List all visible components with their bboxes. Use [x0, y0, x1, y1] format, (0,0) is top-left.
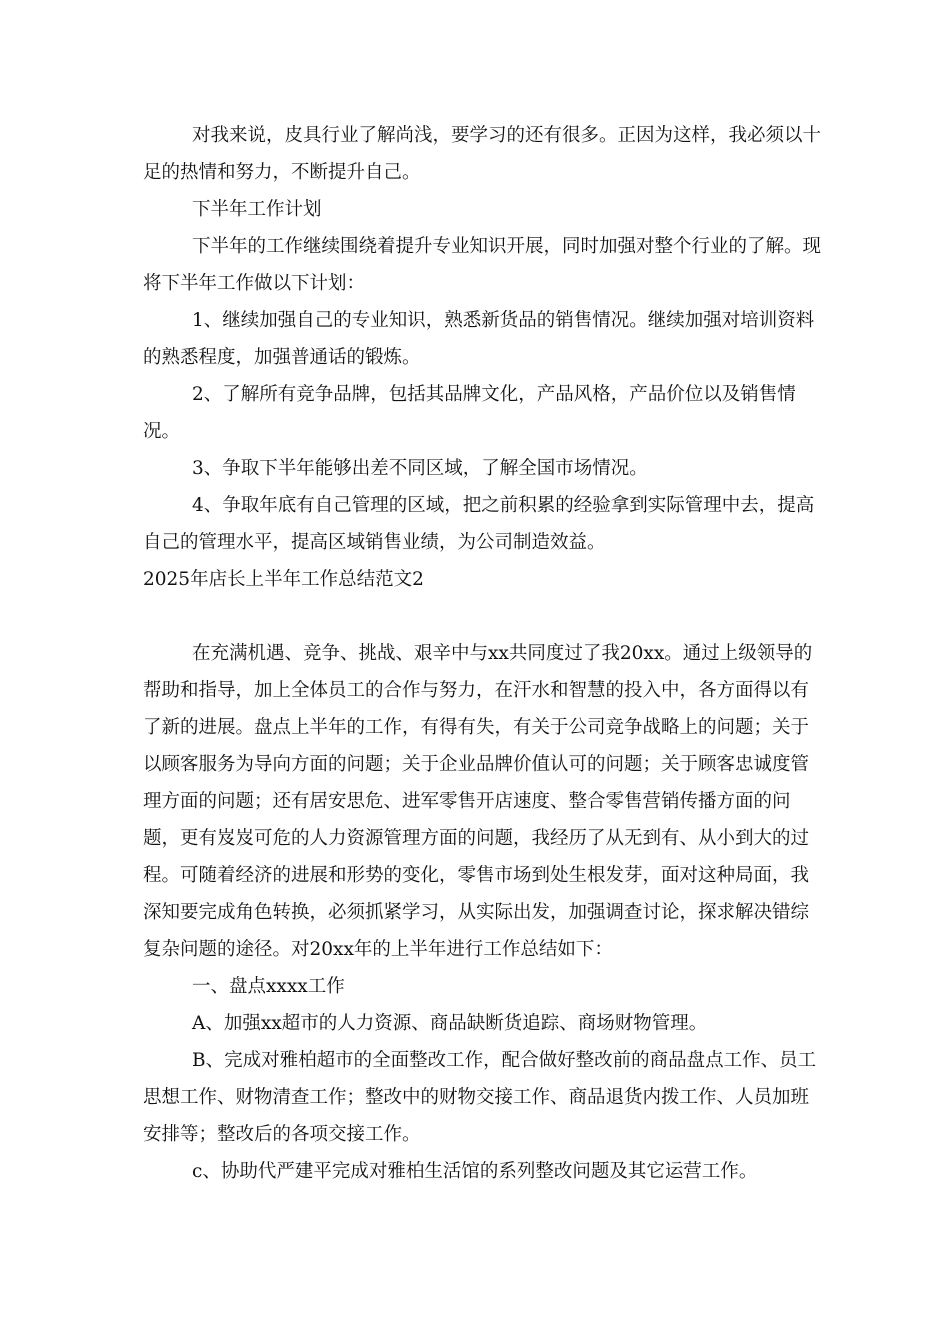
work-item-a: A、加强xx超市的人力资源、商品缺断货追踪、商场财物管理。 [192, 1013, 708, 1034]
plan-item-1: 1、继续加强自己的专业知识，熟悉新货品的销售情况。继续加强对培训资料的熟悉程度，加强普通话的锻炼。 [143, 310, 815, 368]
paragraph-summary-intro: 在充满机遇、竞争、挑战、艰辛中与xx共同度过了我20xx。通过上级领导的帮助和指导，加上全体员工的合作与努力，在汗水和智慧的投入中，各方面得以有了新的进展。盘点上半年的工作，有得有失，有关于公司竞争战略上的问题；关于以顾客服务为导向方面的问题；关于企业品牌价值认可的问题；关于顾客忠诚度管理方面的问题；还有居安思危、进军零售开店速度、整合零售营销传播方面的问题，更有岌岌可危的人力资源管理方面的问题，我经历了从无到有、从小到大的过程。可随着经济的进展和形势的变化，零售市场到处生根发芽，面对这种局面，我深知要完成角色转换，必须抓紧学习，从实际出发，加强调查讨论，探求解决错综复杂问题的途径。对20xx年的上半年进行工作总结如下： [143, 643, 813, 960]
paragraph-plan-intro: 下半年的工作继续围绕着提升专业知识开展，同时加强对整个行业的了解。现将下半年工作做以下计划： [143, 236, 822, 294]
document-body [143, 117, 823, 1190]
article-title: 2025年店长上半年工作总结范文2 [143, 569, 424, 590]
section-heading-inventory: 一、盘点xxxx工作 [192, 976, 345, 997]
blank-line [143, 598, 823, 635]
work-item-b: B、完成对雅柏超市的全面整改工作，配合做好整改前的商品盘点工作、员工思想工作、财物清查工作；整改中的财物交接工作、商品退货内拨工作、人员加班安排等；整改后的各项交接工作。 [143, 1050, 817, 1145]
plan-item-3: 3、争取下半年能够出差不同区域，了解全国市场情况。 [192, 458, 648, 479]
subheading-second-half-plan: 下半年工作计划 [192, 199, 322, 220]
work-item-c: c、协助代严建平完成对雅柏生活馆的系列整改问题及其它运营工作。 [192, 1161, 758, 1182]
plan-item-4: 4、争取年底有自己管理的区域，把之前积累的经验拿到实际管理中去，提高自己的管理水平，提高区域销售业绩，为公司制造效益。 [143, 495, 815, 553]
plan-item-2: 2、了解所有竞争品牌，包括其品牌文化，产品风格，产品价位以及销售情况。 [143, 384, 796, 442]
paragraph-self-improvement: 对我来说，皮具行业了解尚浅，要学习的还有很多。正因为这样，我必须以十足的热情和努力，不断提升自己。 [143, 125, 822, 183]
